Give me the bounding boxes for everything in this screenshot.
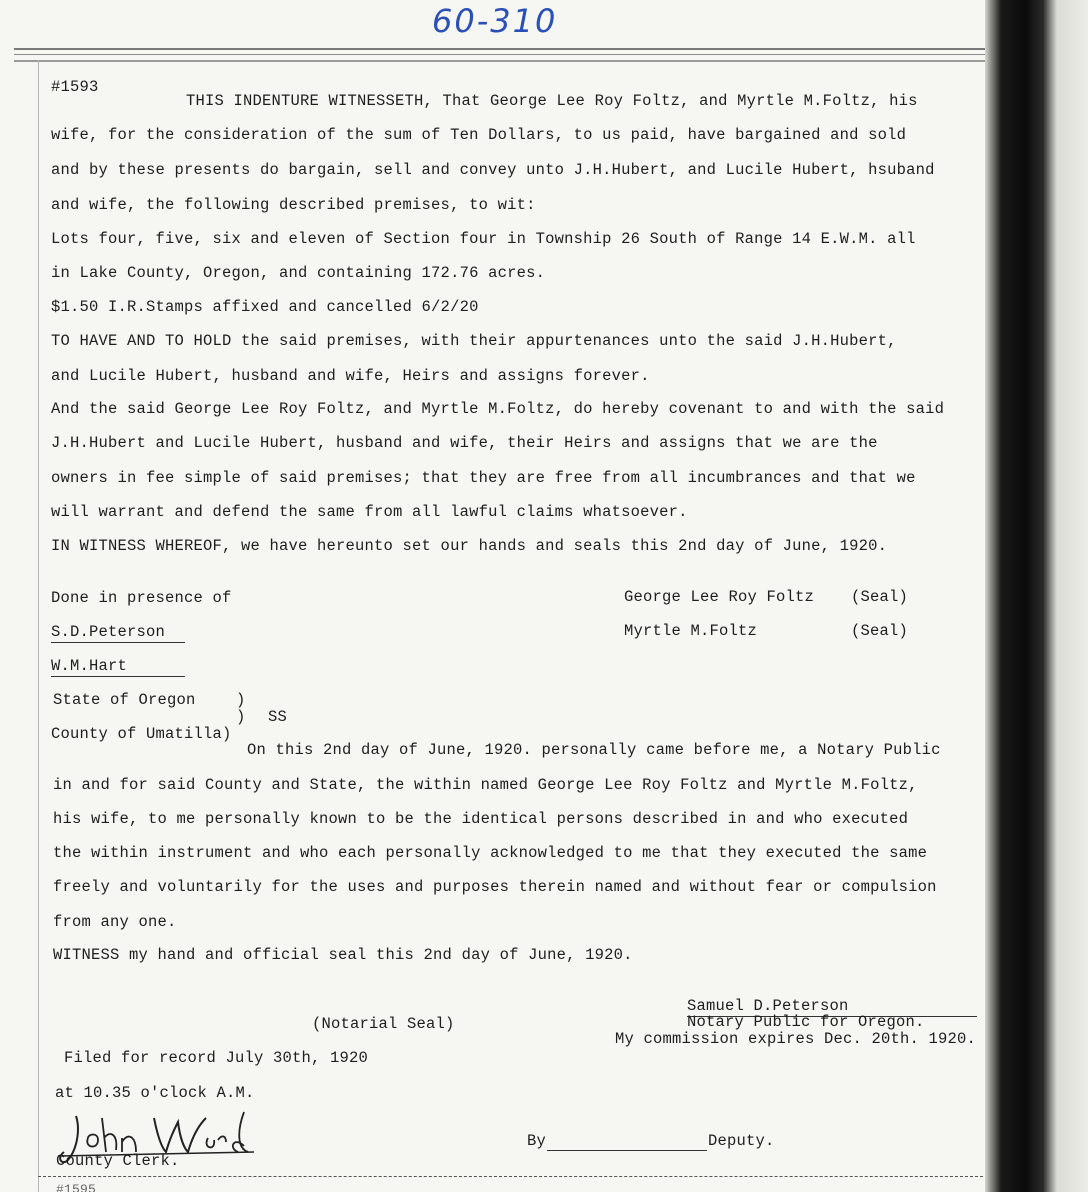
notarial-seal: (Notarial Seal) xyxy=(312,1015,455,1033)
deed-line-8: TO HAVE AND TO HOLD the said premises, with their appurtenances unto the said J.H.Hubert, xyxy=(51,332,897,350)
filed-time: at 10.35 o'clock A.M. xyxy=(55,1084,255,1102)
deed-line-7: $1.50 I.R.Stamps affixed and cancelled 6/2/20 xyxy=(51,298,479,316)
top-rule-thin xyxy=(14,54,994,55)
grantor-1-seal: (Seal) xyxy=(851,588,909,606)
deputy-label: Deputy. xyxy=(708,1132,775,1150)
grantor-2: Myrtle M.Foltz xyxy=(624,622,758,640)
handwritten-page-number: 60-310 xyxy=(432,2,558,40)
witness-1: S.D.Peterson xyxy=(51,623,185,643)
venue-county: County of Umatilla) xyxy=(51,725,232,743)
venue-bracket-1: ) xyxy=(236,691,246,709)
by-label: By xyxy=(527,1132,547,1150)
deed-line-14: IN WITNESS WHEREOF, we have hereunto set our hands and seals this 2nd day of June, 1920. xyxy=(51,537,888,555)
ack-line-1: On this 2nd day of June, 1920. personally came before me, a Notary Public xyxy=(247,741,941,759)
deed-line-3: and by these presents do bargain, sell and convey unto J.H.Hubert, and Lucile Hubert, hsuband xyxy=(51,161,935,179)
margin-line xyxy=(38,60,39,1192)
deed-line-1: THIS INDENTURE WITNESSETH, That George Lee Roy Foltz, and Myrtle M.Foltz, his xyxy=(186,92,918,110)
deed-line-4: and wife, the following described premises, to wit: xyxy=(51,196,536,214)
grantor-1: George Lee Roy Foltz xyxy=(624,588,815,606)
grantor-2-seal: (Seal) xyxy=(851,622,909,640)
ack-line-2: in and for said County and State, the within named George Lee Roy Foltz and Myrtle M.Foltz, xyxy=(53,776,918,794)
witness-2: W.M.Hart xyxy=(51,657,185,677)
notary-name: Samuel D.Peterson xyxy=(687,997,977,1017)
notary-commission: My commission expires Dec. 20th. 1920. xyxy=(615,1030,977,1048)
record-number: #1593 xyxy=(51,78,99,96)
deed-line-11: J.H.Hubert and Lucile Hubert, husband and wife, their Heirs and assigns that we are the xyxy=(51,434,878,452)
notary-title: Notary Public for Oregon. xyxy=(687,1013,925,1031)
done-in-presence: Done in presence of xyxy=(51,589,232,607)
clerk-title: County Clerk. xyxy=(56,1152,180,1170)
ack-line-3: his wife, to me personally known to be the identical persons described in and who executed xyxy=(53,810,909,828)
deed-line-2: wife, for the consideration of the sum of Ten Dollars, to us paid, have bargained and sold xyxy=(51,126,907,144)
top-rule xyxy=(14,48,994,50)
filed-for-record: Filed for record July 30th, 1920 xyxy=(64,1049,369,1067)
deed-line-13: will warrant and defend the same from all lawful claims whatsoever. xyxy=(51,503,688,521)
next-record-number: #1595 xyxy=(56,1182,97,1192)
deed-line-12: owners in fee simple of said premises; that they are free from all incumbrances and that we xyxy=(51,469,916,487)
ack-line-5: freely and voluntarily for the uses and purposes therein named and without fear or compulsion xyxy=(53,878,937,896)
venue-bracket-2: ) xyxy=(236,708,246,726)
deed-line-10: And the said George Lee Roy Foltz, and Myrtle M.Foltz, do hereby covenant to and with the said xyxy=(51,400,945,418)
ack-line-4: the within instrument and who each personally acknowledged to me that they executed the same xyxy=(53,844,928,862)
book-binding-shadow xyxy=(985,0,1088,1192)
deed-line-6: in Lake County, Oregon, and containing 172.76 acres. xyxy=(51,264,546,282)
deputy-signature-line xyxy=(547,1150,707,1151)
deed-line-5: Lots four, five, six and eleven of Section four in Township 26 South of Range 14 E.W.M. all xyxy=(51,230,916,248)
venue-ss: SS xyxy=(268,708,288,726)
top-rule-lower xyxy=(14,60,994,62)
record-separator xyxy=(38,1176,988,1177)
venue-state: State of Oregon xyxy=(53,691,196,709)
ack-line-6: from any one. xyxy=(53,913,177,931)
deed-line-9: and Lucile Hubert, husband and wife, Heirs and assigns forever. xyxy=(51,367,650,385)
ack-line-7: WITNESS my hand and official seal this 2nd day of June, 1920. xyxy=(53,946,633,964)
